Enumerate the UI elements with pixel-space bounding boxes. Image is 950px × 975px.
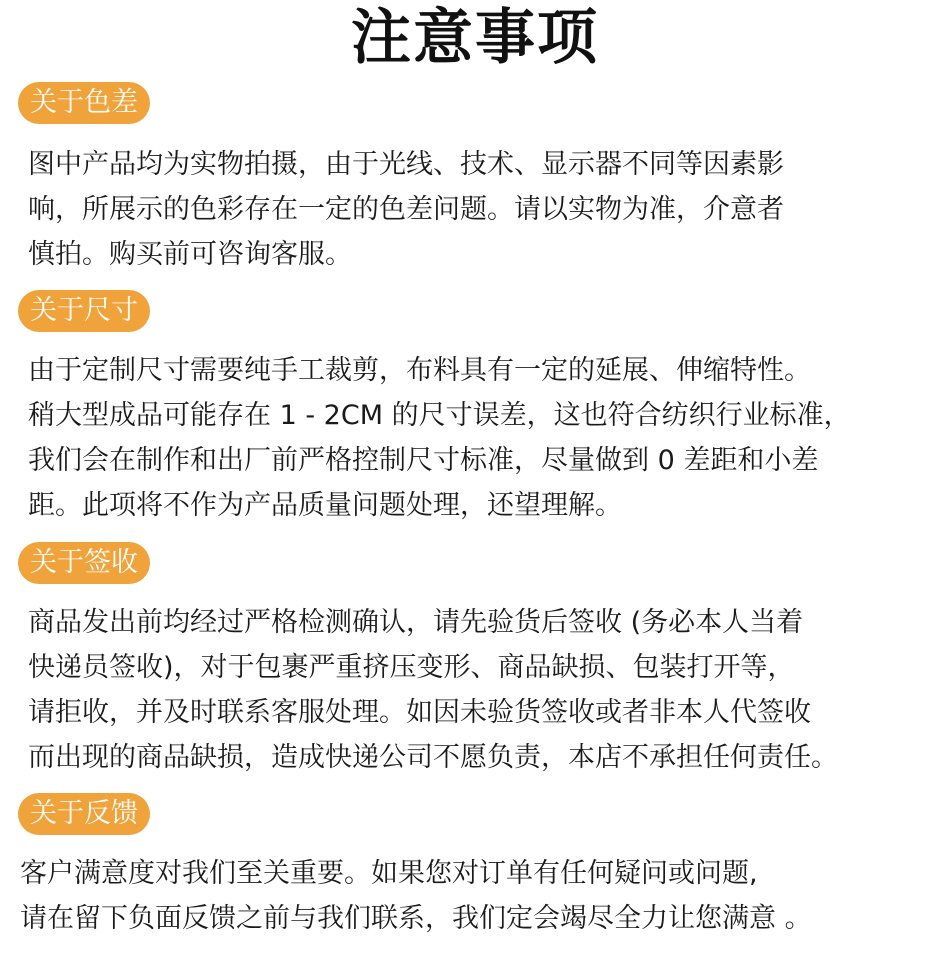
section-badge-color-difference: 关于色差 [18, 82, 150, 124]
body-line: 请在留下负面反馈之前与我们联系，我们定会竭尽全力让您满意 。 [20, 903, 812, 934]
body-line: 响，所展示的色彩存在一定的色差问题。请以实物为准，介意者 [28, 194, 784, 225]
body-line: 客户满意度对我们至关重要。如果您对订单有任何疑问或问题, [20, 858, 758, 889]
page-title: 注意事项 [351, 3, 599, 73]
section-badge-size: 关于尺寸 [18, 290, 150, 332]
section-body-size [28, 348, 933, 528]
body-line: 我们会在制作和出厂前严格控制尺寸标准，尽量做到 0 差距和小差 [28, 445, 819, 476]
section-body-color-difference [28, 142, 933, 277]
body-line: 商品发出前均经过严格检测确认，请先验货后签收 (务必本人当着 [28, 607, 804, 638]
body-line: 图中产品均为实物拍摄，由于光线、技术、显示器不同等因素影 [28, 149, 784, 180]
body-line: 慎拍。购买前可咨询客服。 [28, 239, 352, 270]
body-line: 而出现的商品缺损，造成快递公司不愿负责，本店不承担任何责任。 [28, 742, 838, 773]
body-line: 稍大型成品可能存在 1 - 2CM 的尺寸误差，这也符合纺织行业标准， [28, 400, 851, 431]
section-badge-receipt: 关于签收 [18, 542, 150, 584]
body-line: 由于定制尺寸需要纯手工裁剪，布料具有一定的延展、伸缩特性。 [28, 355, 811, 386]
body-line: 快递员签收)，对于包裹严重挤压变形、商品缺损、包装打开等， [28, 652, 795, 683]
section-badge-feedback: 关于反馈 [18, 793, 150, 835]
body-line: 请拒收，并及时联系客服处理。如因未验货签收或者非本人代签收 [28, 697, 811, 728]
section-body-feedback [20, 851, 925, 941]
body-line: 距。此项将不作为产品质量问题处理，还望理解。 [28, 490, 622, 521]
section-body-receipt [28, 600, 933, 780]
